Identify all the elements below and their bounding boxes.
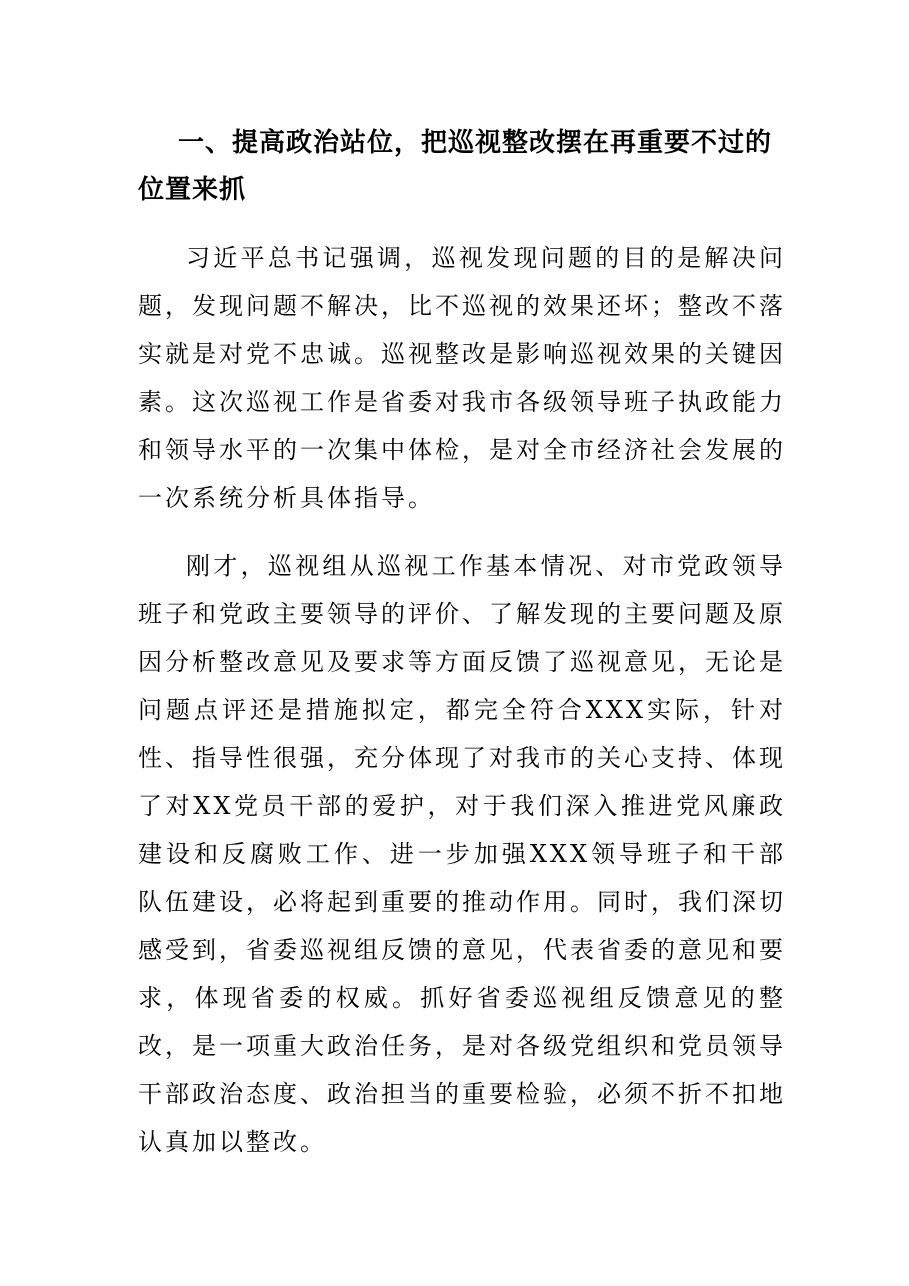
document-body	[138, 120, 786, 1166]
paragraph-1: 习近平总书记强调，巡视发现问题的目的是解决问题，发现问题不解决，比不巡视的效果还坏；整改不落实就是对党不忠诚。巡视整改是影响巡视效果的关键因素。这次巡视工作是省委对我市各级领导班子执政能力和领导水平的一次集中体检，是对全市经济社会发展的一次系统分析具体指导。	[138, 244, 786, 512]
paragraph-2: 刚才，巡视组从巡视工作基本情况、对市党政领导班子和党政主要领导的评价、了解发现的主要问题及原因分析整改意见及要求等方面反馈了巡视意见，无论是问题点评还是措施拟定，都完全符合XXX实际，针对性、指导性很强，充分体现了对我市的关心支持、体现了对XX党员干部的爱护，对于我们深入推进党风廉政建设和反腐败工作、进一步加强XXX领导班子和干部队伍建设，必将起到重要的推动作用。同时，我们深切感受到，省委巡视组反馈的意见，代表省委的意见和要求，体现省委的权威。抓好省委巡视组反馈意见的整改，是一项重大政治任务，是对各级党组织和党员领导干部政治态度、政治担当的重要检验，必须不折不扣地认真加以整改。	[138, 552, 786, 1156]
section-heading: 一、提高政治站位，把巡视整改摆在再重要不过的位置来抓	[138, 128, 773, 205]
